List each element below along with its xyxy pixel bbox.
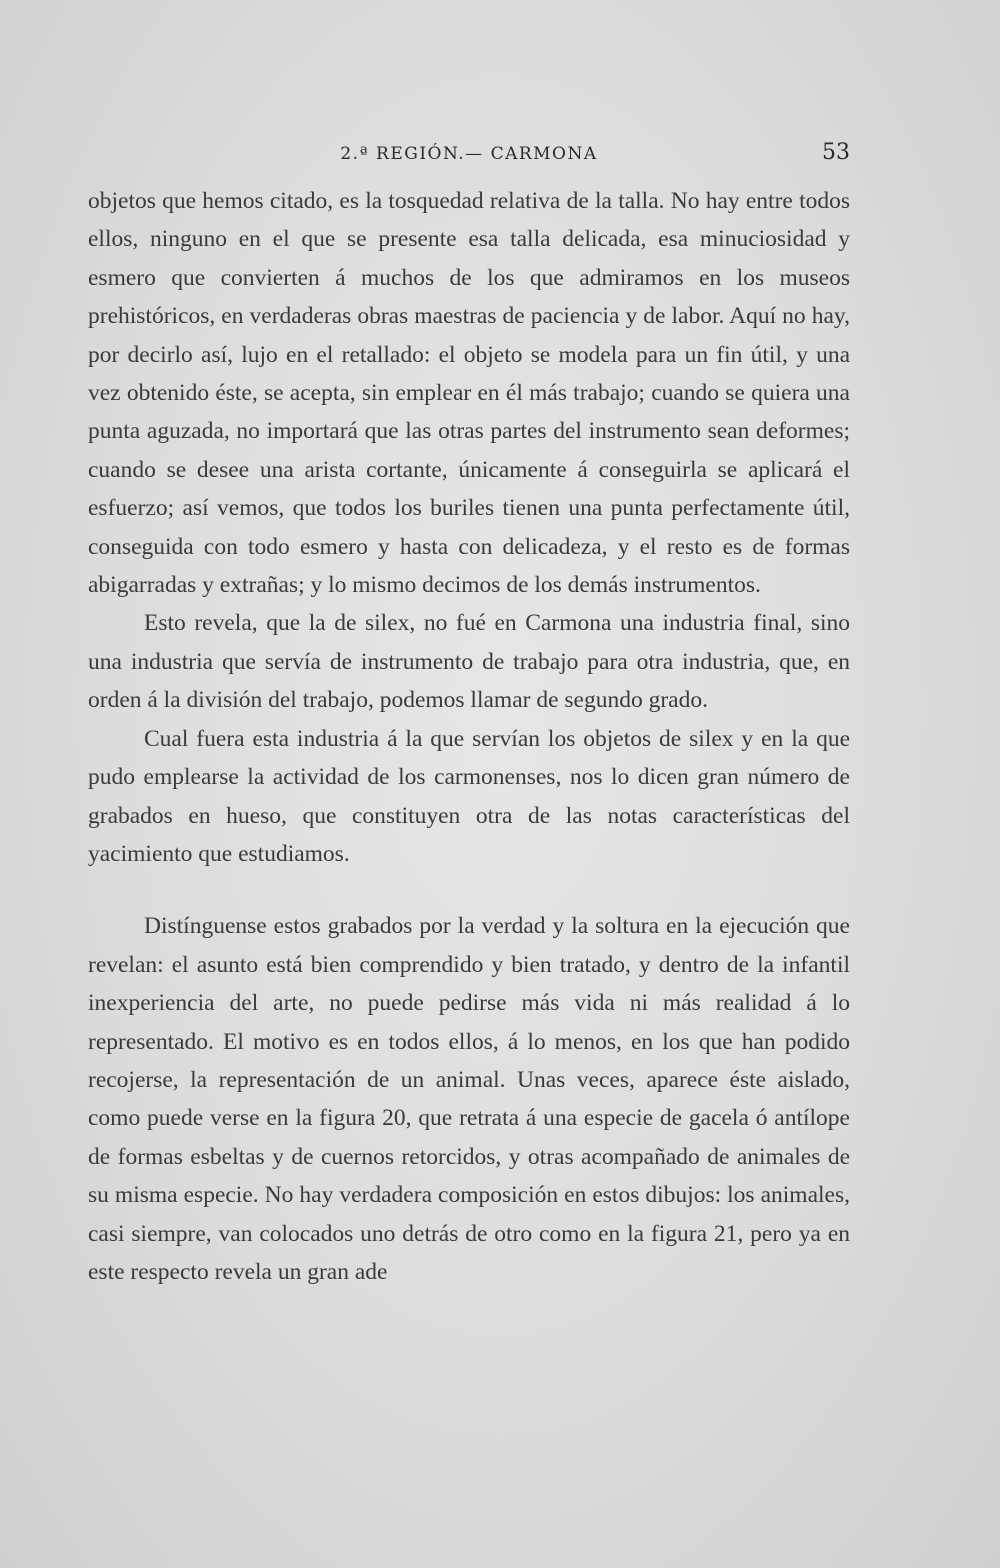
running-header — [88, 140, 850, 170]
running-title: 2.ª REGIÓN.— CARMONA — [340, 144, 598, 164]
paragraph-1: objetos que hemos citado, es la tosquedad relativa de la talla. No hay entre todos ellos, ninguno en el que se presente esa talla delicada, esa minuciosidad y esmero que convierten á muchos de los que admiramos en los museos prehistóricos, en verdaderas obras maestras de paciencia y de labor. Aquí no hay, por decirlo así, lujo en el retallado: el objeto se modela para un fin útil, y una vez obtenido éste, se acepta, sin emplear en él más trabajo; cuando se quiera una punta aguzada, no importará que las otras partes del instrumento sean deformes; cuando se desee una arista cortante, únicamente á conseguirla se aplicará el esfuerzo; así vemos, que todos los buriles tienen una punta perfectamente útil, conseguida con todo esmero y hasta con delicadeza, y el resto es de formas abigarradas y extrañas; y lo mismo decimos de los demás instrumentos. — [88, 188, 850, 599]
body-text — [88, 182, 850, 1291]
paragraph-3: Cual fuera esta industria á la que servían los objetos de silex y en la que pudo emplearse la actividad de los carmonenses, nos lo dicen gran número de grabados en hueso, que constituyen otra de las notas características del yacimiento que estudiamos. — [88, 725, 850, 867]
page-number: 53 — [822, 140, 850, 165]
paragraph-4: Distínguense estos grabados por la verdad y la soltura en la ejecución que revelan: el asunto está bien comprendido y bien tratado, y dentro de la infantil inexperiencia del arte, no puede pedirse más vida ni más realidad á lo representado. El motivo es en todos ellos, á lo menos, en los que han podido recojerse, la representación de un animal. Unas veces, aparece éste aislado, como puede verse en la figura 20, que retrata á una especie de gacela ó antílope de formas esbeltas y de cuernos retorcidos, y otras acompañado de animales de su misma especie. No hay verdadera composición en estos dibujos: los animales, casi siempre, van colocados uno detrás de otro como en la figura 21, pero ya en este respecto revela un gran ade — [88, 913, 850, 1285]
paragraph-2: Esto revela, que la de silex, no fué en Carmona una industria final, sino una industria que servía de instrumento de trabajo para otra industria, que, en orden á la división del trabajo, podemos llamar de segundo grado. — [88, 610, 850, 714]
